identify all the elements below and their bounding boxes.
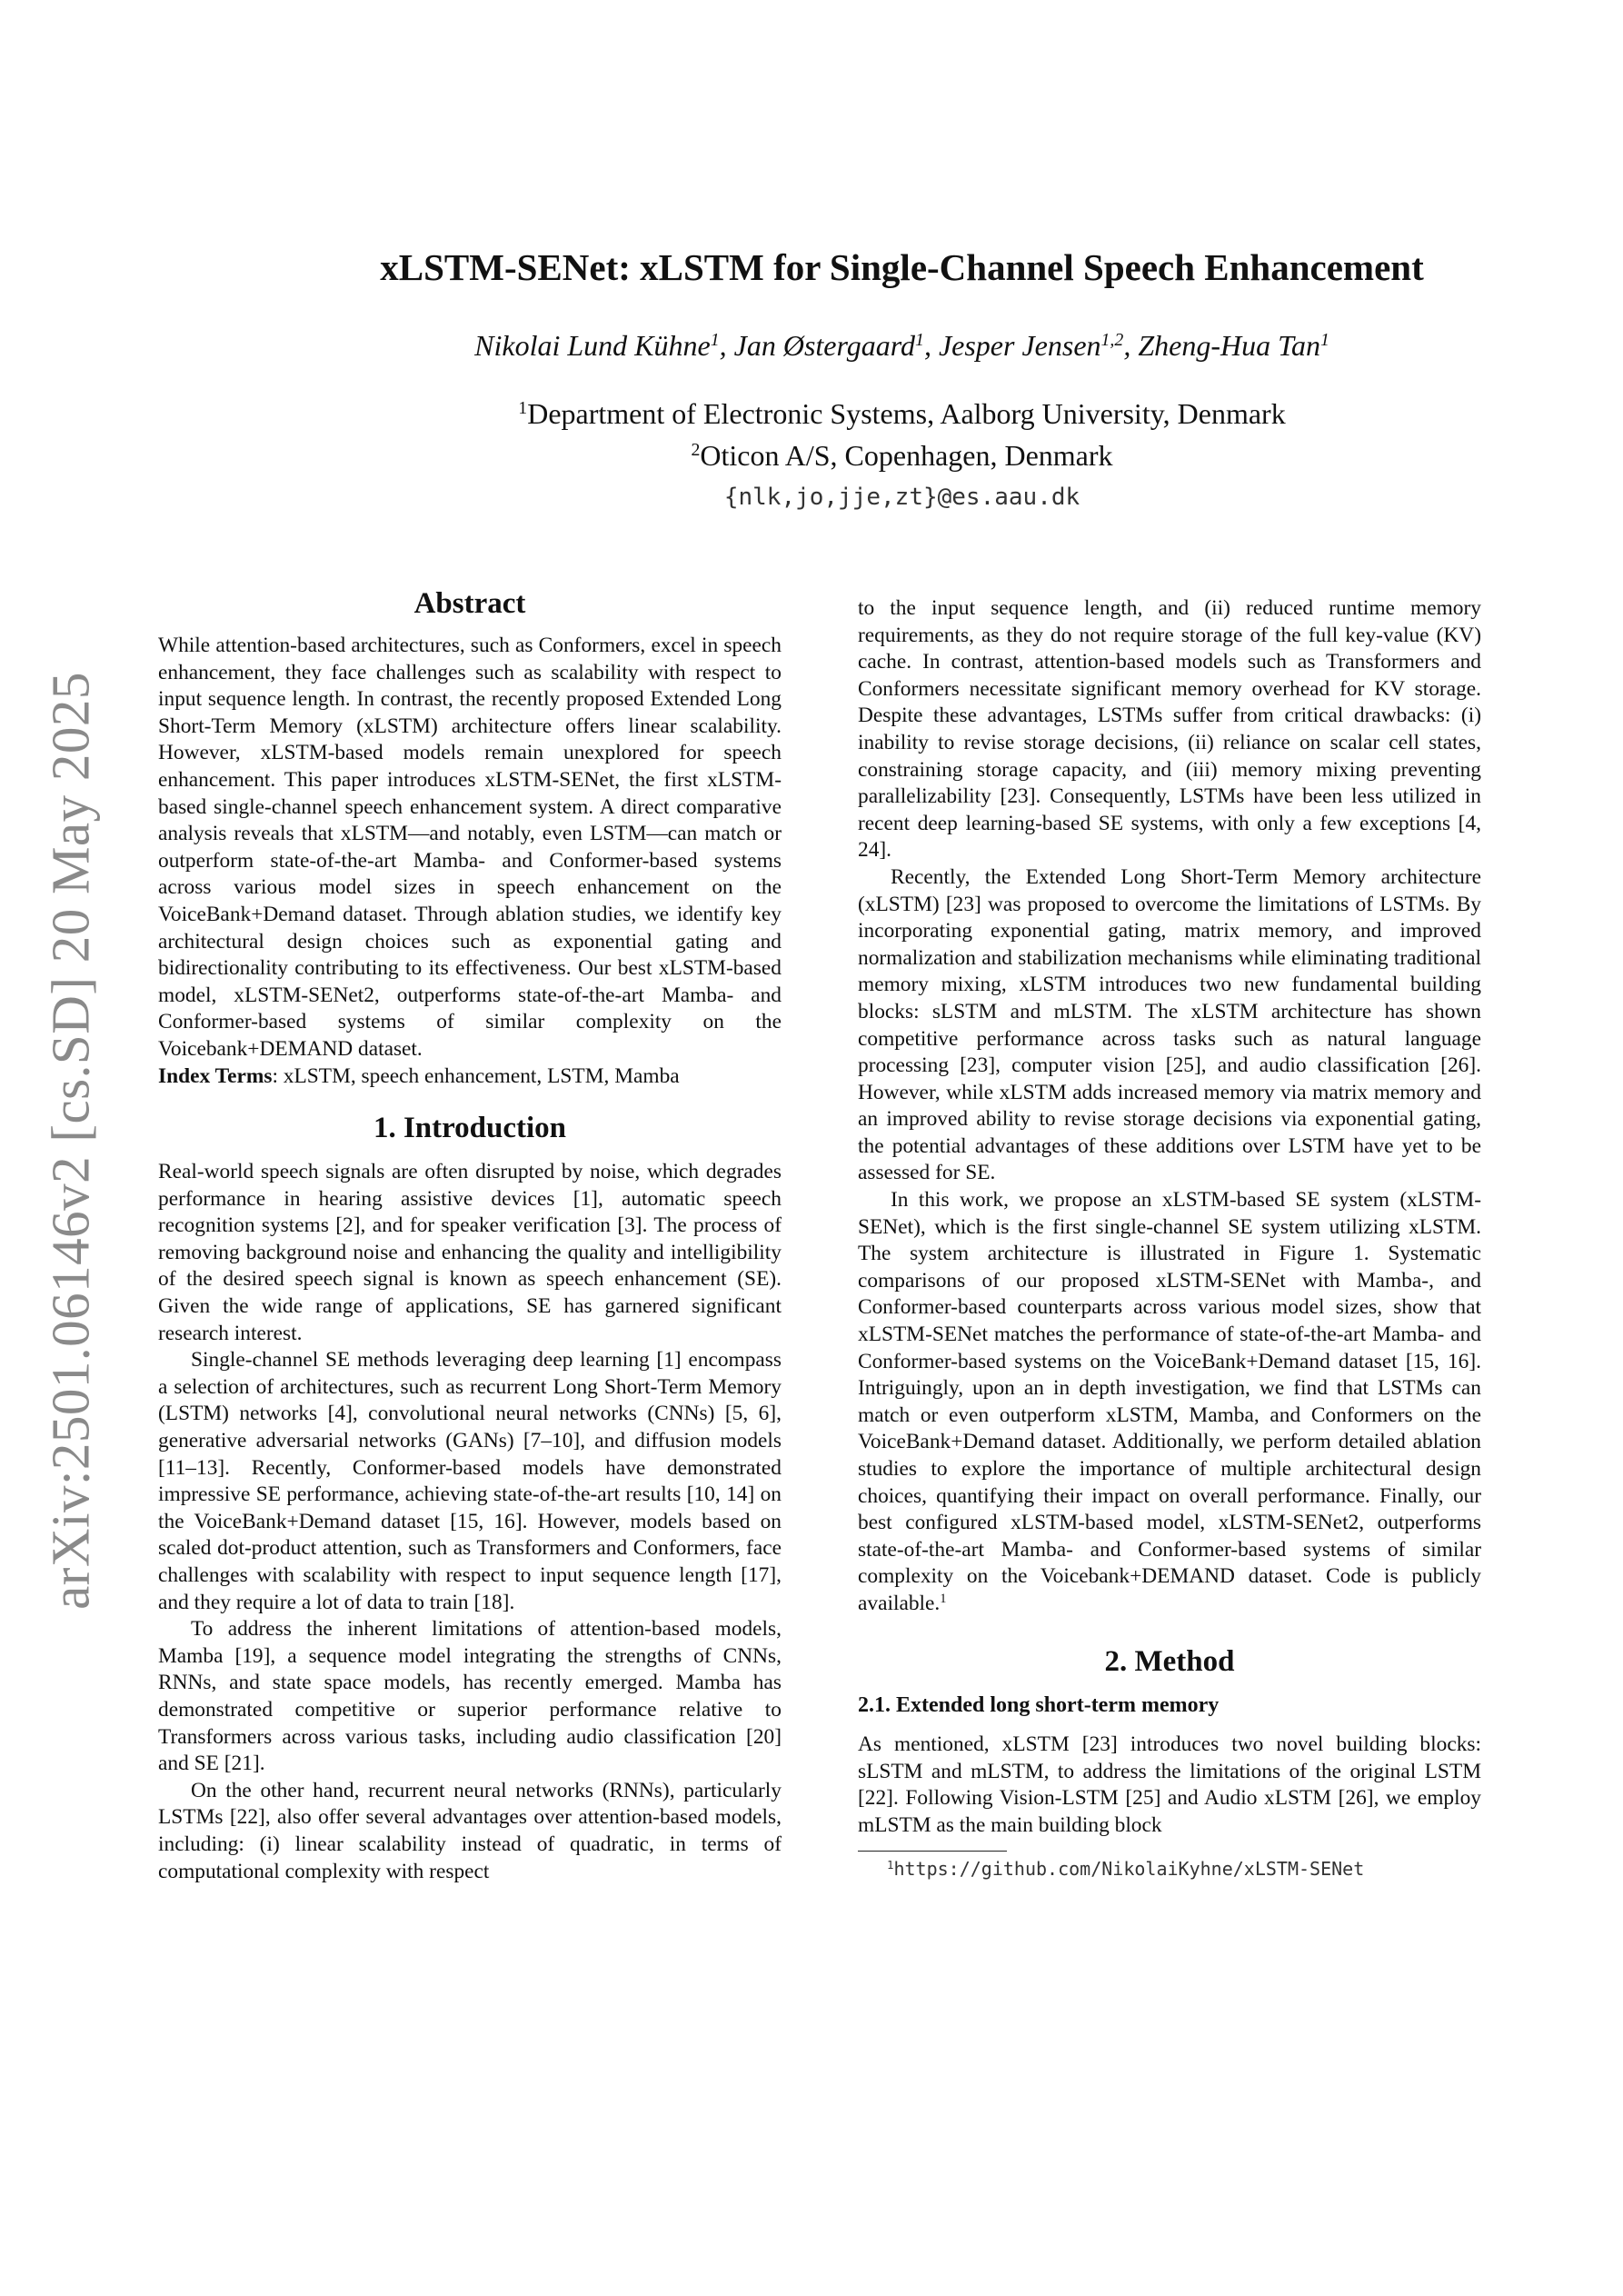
- paper-title: xLSTM-SENet: xLSTM for Single-Channel Speech Enhancement: [380, 246, 1424, 288]
- arxiv-watermark: arXiv:2501.06146v2 [cs.SD] 20 May 2025: [40, 672, 101, 1610]
- footnote-sup: 1: [887, 1857, 894, 1872]
- subsection-heading: 2.1. Extended long short-term memory: [858, 1692, 1220, 1717]
- footnote-link[interactable]: https://github.com/NikolaiKyhne/xLSTM-SENet: [893, 1857, 1365, 1880]
- affiliation-text: Department of Electronic Systems, Aalborg University, Denmark: [527, 397, 1286, 430]
- author-name: Zheng-Hua Tan: [1138, 329, 1320, 362]
- right-column: [858, 595, 1481, 1881]
- index-terms: [158, 1063, 782, 1091]
- author-list: Nikolai Lund Kühne$^1$, Jan Østergaard$^1$, Jesper Jensen$^{1,2}$, Zheng-Hua Tan$^1$: [474, 329, 1329, 362]
- section-heading-method: 2. Method: [1104, 1644, 1235, 1678]
- affiliation-sup: 2: [691, 440, 701, 461]
- paragraph: to the input sequence length, and (ii) reduced runtime memory requirements, as they do not require storage of the full key-value (KV) cache. In contrast, attention-based models such as Transformers and Conformers necessitate significant memory overhead for KV storage. Despite these advantages, LSTMs suffer from critical drawbacks: (i) inability to revise storage decisions, (ii) reliance on scalar cell states, constraining storage capacity, and (iii) memory mixing preventing parallelizability [23]. Consequently, LSTMs have been less utilized in recent deep learning-based SE systems, with only a few exceptions [4, 24].: [858, 596, 1481, 863]
- author-affil-sup: 1: [1319, 330, 1329, 351]
- index-terms-label: Index Terms: [158, 1063, 273, 1088]
- left-column: [158, 582, 782, 1885]
- paragraph: To address the inherent limitations of attention-based models, Mamba [19], a sequence model integrating the strengths of CNNs, RNNs, and state space models, has recently emerged. Mamba has demonstrated competitive or superior performance relative to Transformers across various tasks, including audio classification [20] and SE [21].: [158, 1617, 782, 1776]
- paragraph: Recently, the Extended Long Short-Term Memory architecture (xLSTM) [23] was proposed to overcome the limitations of LSTMs. By incorporating exponential gating, matrix memory, and improved normalization and stabilization mechanisms while eliminating traditional memory mixing, xLSTM introduces two new fundamental building blocks: sLSTM and mLSTM. The xLSTM architecture has shown competitive performance across tasks such as natural language processing [23], computer vision [25], and audio classification [26]. However, while xLSTM adds increased memory via matrix memory and an improved ability to revise storage decisions via exponential gating, the potential advantages of these additions over LSTM have yet to be assessed for SE.: [858, 864, 1481, 1185]
- footnote-marker: 1: [940, 1592, 947, 1606]
- author-email: {nlk,jo,jje,zt}@es.aau.dk: [723, 484, 1080, 511]
- footnote: [858, 1857, 1481, 1881]
- affiliation-sup: 1: [518, 398, 528, 419]
- paragraph: [858, 1187, 1481, 1618]
- paragraph: Real-world speech signals are often disrupted by noise, which degrades performance in hearing assistive devices [1], automatic speech recognition systems [2], and for speaker verification [3]. The process of removing background noise and enhancing the quality and intelligibility of the desired speech signal is known as speech enhancement (SE). Given the wide range of applications, SE has garnered significant research interest.: [158, 1160, 782, 1345]
- affiliation-text: Oticon A/S, Copenhagen, Denmark: [700, 439, 1113, 472]
- footnote-rule: [858, 1851, 1007, 1852]
- paragraph: Single-channel SE methods leveraging deep learning [1] encompass a selection of architectures, such as recurrent Long Short-Term Memory (LSTM) networks [4], convolutional neural networks (CNNs) [5, 6], generative adversarial networks (GANs) [7–10], and diffusion models [11–13]. Recently, Conformer-based models have demonstrated impressive SE performance, achieving state-of-the-art results [10, 14] on the VoiceBank+Demand dataset [15, 16]. However, models based on scaled dot-product attention, such as Transformers and Conformers, face challenges with scalability with respect to input sequence length [17], and they require a lot of data to train [18].: [158, 1348, 782, 1614]
- author-affil-sup: 1,2: [1100, 330, 1124, 351]
- section-heading-introduction: 1. Introduction: [373, 1112, 567, 1145]
- author-affil-sup: 1: [710, 330, 720, 351]
- paragraph-text: In this work, we propose an xLSTM-based SE system (xLSTM-SENet), which is the first single-channel SE system utilizing xLSTM. The system architecture is illustrated in Figure 1. Systematic comparisons of our proposed xLSTM-SENet with Mamba-, and Conformer-based counterparts across various model sizes, show that xLSTM-SENet matches the performance of state-of-the-art Mamba- and Conformer-based systems on the VoiceBank+Demand dataset [15, 16]. Intriguingly, upon an in depth investigation, we find that LSTMs can match or even outperform xLSTM, Mamba, and Conformers on the VoiceBank+Demand dataset. Additionally, we perform detailed ablation studies to explore the importance of multiple architectural design choices, quantifying their impact on overall performance. Finally, our best configured xLSTM-based model, xLSTM-SENet2, outperforms state-of-the-art Mamba- and Conformer-based systems of similar complexity on the Voicebank+DEMAND dataset. Code is publicly available.: [858, 1188, 1481, 1615]
- abstract-text: While attention-based architectures, such as Conformers, excel in speech enhancement, they face challenges such as scalability with respect to input sequence length. In contrast, the recently proposed Extended Long Short-Term Memory (xLSTM) architecture offers linear scalability. However, xLSTM-based models remain unexplored for speech enhancement. This paper introduces xLSTM-SENet, the first xLSTM-based single-channel speech enhancement system. A direct comparative analysis reveals that xLSTM—and notably, even LSTM—can match or outperform state-of-the-art Mamba- and Conformer-based systems across various model sizes in speech enhancement on the VoiceBank+Demand dataset. Through ablation studies, we identify key architectural design choices such as exponential gating and bidirectionality contributing to its effectiveness. Our best xLSTM-based model, xLSTM-SENet2, outperforms state-of-the-art Mamba- and Conformer-based systems of similar complexity on the Voicebank+DEMAND dataset.: [158, 634, 782, 1061]
- abstract-heading: Abstract: [413, 587, 526, 620]
- index-terms-text: : xLSTM, speech enhancement, LSTM, Mamba: [272, 1063, 680, 1088]
- author-affil-sup: 1: [915, 330, 924, 351]
- affiliation: [145, 397, 1623, 431]
- author-name: Jesper Jensen: [938, 329, 1101, 362]
- paragraph: On the other hand, recurrent neural networks (RNNs), particularly LSTMs [22], also offer several advantages over attention-based models, including: (i) linear scalability instead of quadratic, in terms of computational complexity with respect: [158, 1778, 782, 1883]
- affiliation: [145, 439, 1623, 473]
- paragraph: As mentioned, xLSTM [23] introduces two novel building blocks: sLSTM and mLSTM, to address the limitations of the original LSTM [22]. Following Vision-LSTM [25] and Audio xLSTM [26], we employ mLSTM as the main building block: [858, 1732, 1481, 1837]
- author-name: Jan Østergaard: [733, 329, 916, 362]
- author-name: Nikolai Lund Kühne: [474, 329, 711, 362]
